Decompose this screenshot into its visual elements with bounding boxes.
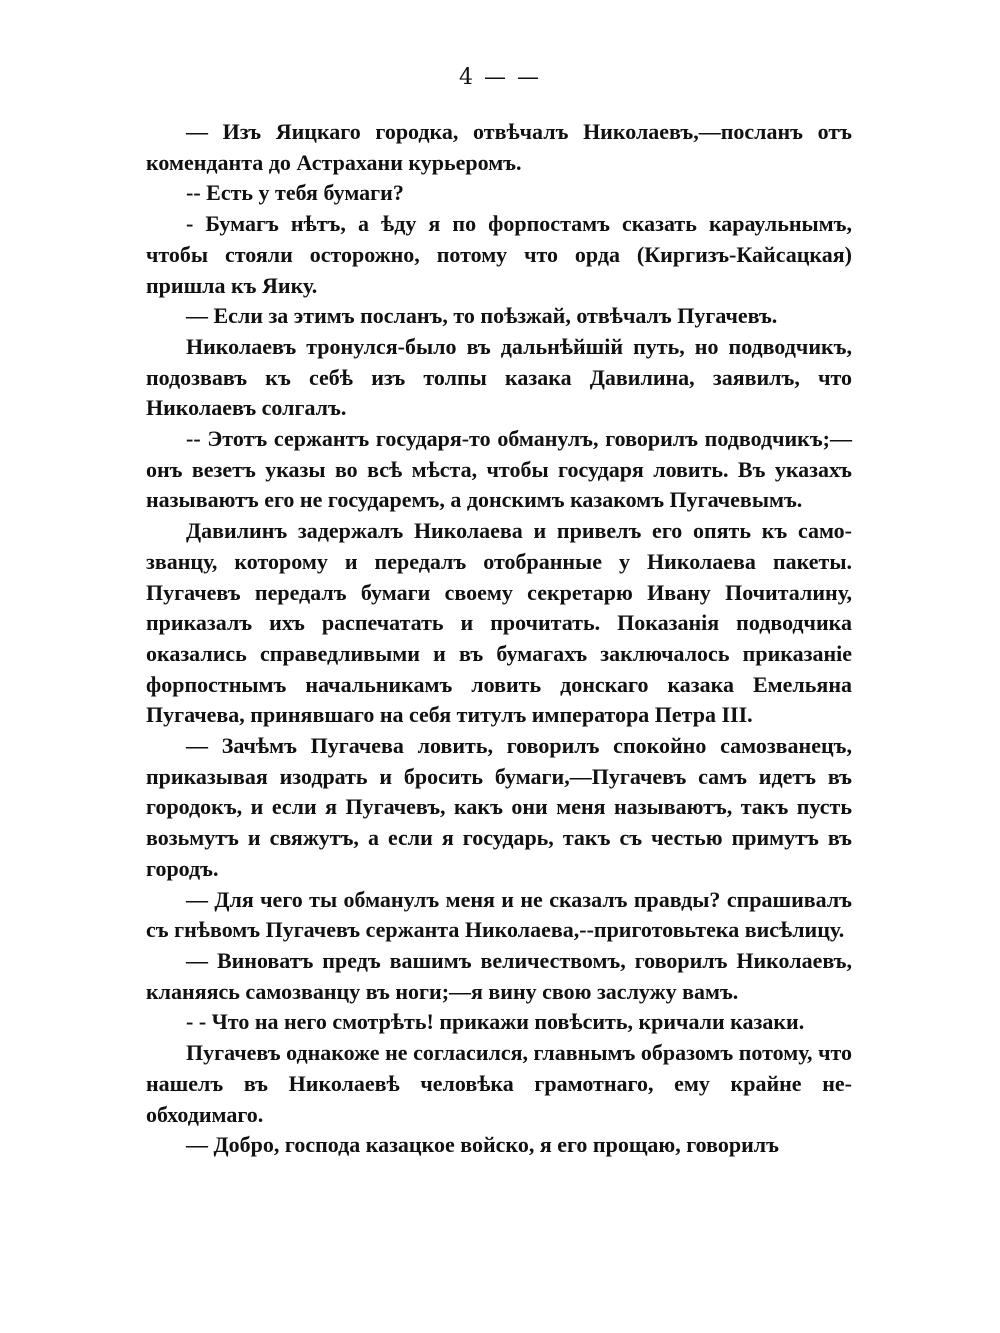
paragraph-11: - - Что на него смотрѣть! прикажи повѣсить, кричали казаки. [186,1009,805,1035]
paragraph-1: — Изъ Яицкаго городка, отвѣчалъ Николаевъ,—посланъ отъ коменданта до Астрахани курьеромъ. [146,119,852,175]
paragraph-6: -- Этотъ сержантъ государя-то обманулъ, говорилъ подводчикъ;—онъ везетъ указы во всѣ мѣста, чтобы государя ловить. Въ указахъ называютъ его не государемъ, а донскимъ казакомъ Пугачевымъ. [146,426,852,513]
paragraph-5: Николаевъ тронулся-было въ дальнѣйшій путь, но подводчикъ, подозвавъ къ себѣ изъ толпы казака Давилина, заявилъ, что Николаевъ солгалъ. [146,333,852,421]
paragraph-2: -- Есть у тебя бумаги? [186,180,404,206]
paragraph-10: — Виноватъ предъ вашимъ величествомъ, говорилъ Николаевъ, кланяясь самозванцу въ ноги;—я вину свою заслужу вамъ. [146,947,852,1004]
page-number: 4 — — [459,65,541,90]
body-text [146,117,852,1161]
paragraph-9: — Для чего ты обманулъ меня и не сказалъ правды? спрашивалъ съ гнѣвомъ Пугачевъ сержанта Николаева,--приготовьтека висѣлицу. [146,886,852,943]
paragraph-13: — Добро, господа казацкое войско, я его прощаю, говорилъ [186,1132,779,1158]
paragraph-3: - Бумагъ нѣтъ, а ѣду я по форпостамъ сказать караульнымъ, чтобы стояли осторожно, потому что орда (Киргизъ-Кайсацкая) пришла къ Яику. [146,211,852,298]
paragraph-12: Пугачевъ однакоже не согласился, главнымъ образомъ потому, что нашелъ въ Николаевѣ человѣка грамотнаго, ему крайне необходимаго. [146,1040,852,1127]
paragraph-7: Давилинъ задержалъ Николаева и привелъ его опять къ самозванцу, которому и передалъ отобранные у Николаева пакеты. Пугачевъ передалъ бумаги своему секретарю Ивану Почиталину, приказалъ ихъ распечатать и прочитать. Показанія подводчика оказались справедливыми и въ бумагахъ заключалось приказаніе форпостнымъ начальникамъ ловить донскаго казака Емельяна Пугачева, принявшаго на себя титулъ императора Петра III. [146,518,852,728]
paragraph-8: — Зачѣмъ Пугачева ловить, говорилъ спокойно самозванецъ, приказывая изодрать и бросить бумаги,—Пугачевъ самъ идетъ въ городокъ, и если я Пугачевъ, какъ они меня называютъ, такъ пусть возьмутъ и свяжутъ, а если я государь, такъ съ честью примутъ въ городъ. [146,733,852,881]
paragraph-4: — Если за этимъ посланъ, то поѣзжай, отвѣчалъ Пугачевъ. [186,303,778,329]
